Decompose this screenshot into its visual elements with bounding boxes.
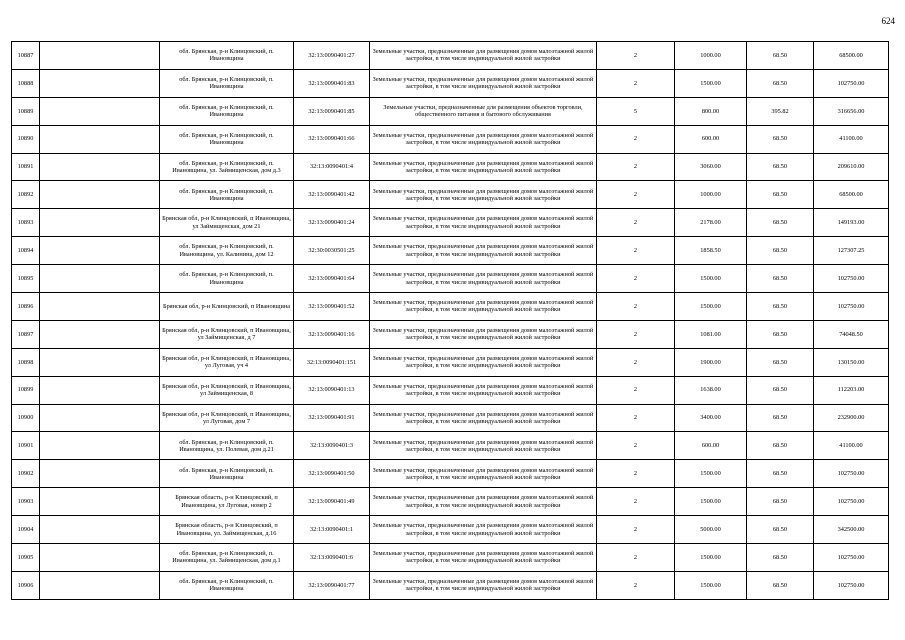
cadastral-number-cell: 32:30:0030501:25 [294, 237, 370, 265]
address-cell: Брянская обл, р-н Клинцовский, п Ивановщина, ул Луговая, уч 4 [160, 348, 294, 376]
area-cell: 1500.00 [675, 460, 747, 488]
blank-cell [40, 97, 160, 125]
land-use-cell: Земельные участки, предназначенные для размещения объектов торговли, общественного питания и бытового обслуживания [370, 97, 597, 125]
row-number-cell: 10894 [12, 237, 40, 265]
blank-cell [40, 348, 160, 376]
specific-value-cell: 68.50 [747, 432, 814, 460]
address-cell: Брянская обл, р-н Клинцовский, п Ивановщина, ул Займищенская, д 7 [160, 320, 294, 348]
land-use-cell: Земельные участки, предназначенные для размещения домов малоэтажной жилой застройки, в том числе индивидуальной жилой застройки [370, 544, 597, 572]
blank-cell [40, 488, 160, 516]
blank-cell [40, 153, 160, 181]
cadastral-number-cell: 32:13:0090401:77 [294, 571, 370, 599]
cadastral-number-cell: 32:13:0090401:151 [294, 348, 370, 376]
group-cell: 2 [597, 265, 675, 293]
address-cell: Брянская обл, р-н Клинцовский, п Ивановщина [160, 293, 294, 321]
row-number-cell: 10895 [12, 265, 40, 293]
specific-value-cell: 68.50 [747, 209, 814, 237]
address-cell: обл. Брянская, р-н Клинцовский, п. Ивановщина [160, 460, 294, 488]
cadastral-value-cell: 102750.00 [814, 265, 889, 293]
area-cell: 1500.00 [675, 571, 747, 599]
cadastral-value-cell: 130150.00 [814, 348, 889, 376]
specific-value-cell: 68.50 [747, 544, 814, 572]
land-use-cell: Земельные участки, предназначенные для размещения домов малоэтажной жилой застройки, в том числе индивидуальной жилой застройки [370, 209, 597, 237]
cadastral-number-cell: 32:13:0090401:64 [294, 265, 370, 293]
specific-value-cell: 68.50 [747, 404, 814, 432]
table-row [12, 488, 889, 516]
address-cell: обл. Брянская, р-н Клинцовский, п. Ивановщина [160, 42, 294, 70]
table-row [12, 97, 889, 125]
cadastral-number-cell: 32:13:0090401:91 [294, 404, 370, 432]
land-use-cell: Земельные участки, предназначенные для размещения домов малоэтажной жилой застройки, в том числе индивидуальной жилой застройки [370, 237, 597, 265]
page-number: 624 [881, 16, 895, 26]
table-row [12, 460, 889, 488]
area-cell: 1500.00 [675, 488, 747, 516]
land-use-cell: Земельные участки, предназначенные для размещения домов малоэтажной жилой застройки, в том числе индивидуальной жилой застройки [370, 571, 597, 599]
specific-value-cell: 68.50 [747, 571, 814, 599]
cadastral-number-cell: 32:13:0090401:13 [294, 376, 370, 404]
address-cell: обл. Брянская, р-н Клинцовский, п. Ивановщина [160, 571, 294, 599]
row-number-cell: 10890 [12, 125, 40, 153]
group-cell: 2 [597, 516, 675, 544]
cadastral-number-cell: 32:13:0090401:52 [294, 293, 370, 321]
blank-cell [40, 432, 160, 460]
address-cell: Брянская обл, р-н Клинцовский, п Ивановщина, ул Займищенская, дом 21 [160, 209, 294, 237]
cadastral-value-cell: 68500.00 [814, 181, 889, 209]
cadastral-number-cell: 32:13:0090401:27 [294, 42, 370, 70]
table-row [12, 320, 889, 348]
group-cell: 2 [597, 181, 675, 209]
address-cell: обл. Брянская, р-н Клинцовский, п. Ивановщина, ул. Калинина, дом 12 [160, 237, 294, 265]
area-cell: 1500.00 [675, 265, 747, 293]
row-number-cell: 10889 [12, 97, 40, 125]
row-number-cell: 10901 [12, 432, 40, 460]
address-cell: Брянская область, р-н Клинцовский, п Ивановщина, ул Луговая, номер 2 [160, 488, 294, 516]
cadastral-number-cell: 32:13:0090401:50 [294, 460, 370, 488]
group-cell: 2 [597, 153, 675, 181]
specific-value-cell: 68.50 [747, 153, 814, 181]
blank-cell [40, 209, 160, 237]
cadastral-value-cell: 41100.00 [814, 432, 889, 460]
table-row [12, 432, 889, 460]
area-cell: 1638.00 [675, 376, 747, 404]
cadastral-number-cell: 32:13:0090401:4 [294, 153, 370, 181]
area-cell: 1500.00 [675, 293, 747, 321]
area-cell: 1500.00 [675, 69, 747, 97]
blank-cell [40, 544, 160, 572]
table-body [12, 42, 889, 600]
cadastral-value-cell: 316656.00 [814, 97, 889, 125]
specific-value-cell: 68.50 [747, 237, 814, 265]
land-use-cell: Земельные участки, предназначенные для размещения домов малоэтажной жилой застройки, в том числе индивидуальной жилой застройки [370, 516, 597, 544]
row-number-cell: 10906 [12, 571, 40, 599]
group-cell: 2 [597, 320, 675, 348]
cadastral-value-cell: 102750.00 [814, 488, 889, 516]
table-row [12, 571, 889, 599]
cadastral-number-cell: 32:13:0090401:85 [294, 97, 370, 125]
address-cell: Брянская обл, р-н Клинцовский, п Ивановщина, ул Займищенская, 8 [160, 376, 294, 404]
specific-value-cell: 68.50 [747, 320, 814, 348]
area-cell: 1081.00 [675, 320, 747, 348]
specific-value-cell: 68.50 [747, 125, 814, 153]
table-row [12, 404, 889, 432]
group-cell: 2 [597, 237, 675, 265]
area-cell: 1900.00 [675, 348, 747, 376]
blank-cell [40, 265, 160, 293]
table-row [12, 181, 889, 209]
land-use-cell: Земельные участки, предназначенные для размещения домов малоэтажной жилой застройки, в том числе индивидуальной жилой застройки [370, 153, 597, 181]
address-cell: Брянская область, р-н Клинцовский, п Ивановщина, ул. Займищенская, д.16 [160, 516, 294, 544]
address-cell: обл. Брянская, р-н Клинцовский, п. Ивановщина, ул. Займищенская, дом д.1 [160, 544, 294, 572]
specific-value-cell: 68.50 [747, 460, 814, 488]
address-cell: обл. Брянская, р-н Клинцовский, п. Ивановщина [160, 265, 294, 293]
table-row [12, 69, 889, 97]
table-row [12, 265, 889, 293]
land-use-cell: Земельные участки, предназначенные для размещения домов малоэтажной жилой застройки, в том числе индивидуальной жилой застройки [370, 181, 597, 209]
group-cell: 2 [597, 376, 675, 404]
cadastral-number-cell: 32:13:0090401:83 [294, 69, 370, 97]
table-row [12, 237, 889, 265]
cadastral-number-cell: 32:13:0090401:49 [294, 488, 370, 516]
land-use-cell: Земельные участки, предназначенные для размещения домов малоэтажной жилой застройки, в том числе индивидуальной жилой застройки [370, 293, 597, 321]
blank-cell [40, 571, 160, 599]
row-number-cell: 10905 [12, 544, 40, 572]
area-cell: 1000.00 [675, 42, 747, 70]
cadastral-number-cell: 32:13:0090401:3 [294, 432, 370, 460]
cadastral-number-cell: 32:13:0090401:66 [294, 125, 370, 153]
group-cell: 2 [597, 69, 675, 97]
area-cell: 1858.50 [675, 237, 747, 265]
blank-cell [40, 376, 160, 404]
specific-value-cell: 68.50 [747, 516, 814, 544]
row-number-cell: 10902 [12, 460, 40, 488]
land-use-cell: Земельные участки, предназначенные для размещения домов малоэтажной жилой застройки, в том числе индивидуальной жилой застройки [370, 488, 597, 516]
cadastral-value-cell: 112203.00 [814, 376, 889, 404]
land-plot-table [11, 41, 889, 600]
cadastral-value-cell: 102750.00 [814, 69, 889, 97]
cadastral-value-cell: 102750.00 [814, 293, 889, 321]
blank-cell [40, 42, 160, 70]
blank-cell [40, 516, 160, 544]
cadastral-value-cell: 102750.00 [814, 571, 889, 599]
land-use-cell: Земельные участки, предназначенные для размещения домов малоэтажной жилой застройки, в том числе индивидуальной жилой застройки [370, 265, 597, 293]
area-cell: 600.00 [675, 125, 747, 153]
specific-value-cell: 68.50 [747, 69, 814, 97]
cadastral-number-cell: 32:13:0090401:42 [294, 181, 370, 209]
group-cell: 2 [597, 571, 675, 599]
area-cell: 5000.00 [675, 516, 747, 544]
row-number-cell: 10904 [12, 516, 40, 544]
cadastral-value-cell: 74048.50 [814, 320, 889, 348]
group-cell: 2 [597, 348, 675, 376]
table-row [12, 153, 889, 181]
group-cell: 2 [597, 432, 675, 460]
group-cell: 2 [597, 293, 675, 321]
specific-value-cell: 68.50 [747, 293, 814, 321]
cadastral-value-cell: 102750.00 [814, 544, 889, 572]
address-cell: Брянская обл, р-н Клинцовский, п Ивановщина, ул Луговая, дом 7 [160, 404, 294, 432]
area-cell: 2178.00 [675, 209, 747, 237]
specific-value-cell: 68.50 [747, 42, 814, 70]
specific-value-cell: 68.50 [747, 376, 814, 404]
blank-cell [40, 181, 160, 209]
table-row [12, 209, 889, 237]
group-cell: 2 [597, 460, 675, 488]
address-cell: обл. Брянская, р-н Клинцовский, п. Ивановщина [160, 181, 294, 209]
cadastral-value-cell: 127307.25 [814, 237, 889, 265]
row-number-cell: 10899 [12, 376, 40, 404]
land-use-cell: Земельные участки, предназначенные для размещения домов малоэтажной жилой застройки, в том числе индивидуальной жилой застройки [370, 320, 597, 348]
table-row [12, 376, 889, 404]
table-row [12, 125, 889, 153]
cadastral-value-cell: 102750.00 [814, 460, 889, 488]
table-row [12, 348, 889, 376]
specific-value-cell: 68.50 [747, 488, 814, 516]
cadastral-value-cell: 232900.00 [814, 404, 889, 432]
group-cell: 2 [597, 404, 675, 432]
area-cell: 3400.00 [675, 404, 747, 432]
group-cell: 2 [597, 488, 675, 516]
specific-value-cell: 68.50 [747, 265, 814, 293]
row-number-cell: 10900 [12, 404, 40, 432]
land-use-cell: Земельные участки, предназначенные для размещения домов малоэтажной жилой застройки, в том числе индивидуальной жилой застройки [370, 460, 597, 488]
table-row [12, 544, 889, 572]
address-cell: обл. Брянская, р-н Клинцовский, п. Ивановщина, ул. Займищенская, дом д.3 [160, 153, 294, 181]
land-use-cell: Земельные участки, предназначенные для размещения домов малоэтажной жилой застройки, в том числе индивидуальной жилой застройки [370, 42, 597, 70]
row-number-cell: 10896 [12, 293, 40, 321]
group-cell: 2 [597, 42, 675, 70]
specific-value-cell: 68.50 [747, 348, 814, 376]
land-use-cell: Земельные участки, предназначенные для размещения домов малоэтажной жилой застройки, в том числе индивидуальной жилой застройки [370, 125, 597, 153]
cadastral-value-cell: 342500.00 [814, 516, 889, 544]
area-cell: 3060.00 [675, 153, 747, 181]
row-number-cell: 10897 [12, 320, 40, 348]
area-cell: 600.00 [675, 432, 747, 460]
blank-cell [40, 320, 160, 348]
group-cell: 5 [597, 97, 675, 125]
blank-cell [40, 460, 160, 488]
blank-cell [40, 404, 160, 432]
table-row [12, 42, 889, 70]
address-cell: обл. Брянская, р-н Клинцовский, п. Ивановщина, ул. Полевая, дом д.21 [160, 432, 294, 460]
address-cell: обл. Брянская, р-н Клинцовский, п. Ивановщина [160, 69, 294, 97]
cadastral-number-cell: 32:13:0090401:6 [294, 544, 370, 572]
land-use-cell: Земельные участки, предназначенные для размещения домов малоэтажной жилой застройки, в том числе индивидуальной жилой застройки [370, 69, 597, 97]
group-cell: 2 [597, 209, 675, 237]
cadastral-value-cell: 68500.00 [814, 42, 889, 70]
cadastral-value-cell: 41100.00 [814, 125, 889, 153]
row-number-cell: 10903 [12, 488, 40, 516]
group-cell: 2 [597, 544, 675, 572]
cadastral-number-cell: 32:13:0090401:1 [294, 516, 370, 544]
specific-value-cell: 395.82 [747, 97, 814, 125]
table-row [12, 293, 889, 321]
land-use-cell: Земельные участки, предназначенные для размещения домов малоэтажной жилой застройки, в том числе индивидуальной жилой застройки [370, 348, 597, 376]
row-number-cell: 10888 [12, 69, 40, 97]
row-number-cell: 10893 [12, 209, 40, 237]
area-cell: 1500.00 [675, 544, 747, 572]
blank-cell [40, 293, 160, 321]
row-number-cell: 10891 [12, 153, 40, 181]
address-cell: обл. Брянская, р-н Клинцовский, п. Ивановщина [160, 97, 294, 125]
land-use-cell: Земельные участки, предназначенные для размещения домов малоэтажной жилой застройки, в том числе индивидуальной жилой застройки [370, 376, 597, 404]
row-number-cell: 10887 [12, 42, 40, 70]
specific-value-cell: 68.50 [747, 181, 814, 209]
blank-cell [40, 237, 160, 265]
row-number-cell: 10892 [12, 181, 40, 209]
land-use-cell: Земельные участки, предназначенные для размещения домов малоэтажной жилой застройки, в том числе индивидуальной жилой застройки [370, 404, 597, 432]
cadastral-value-cell: 209610.00 [814, 153, 889, 181]
group-cell: 2 [597, 125, 675, 153]
row-number-cell: 10898 [12, 348, 40, 376]
address-cell: обл. Брянская, р-н Клинцовский, п. Ивановщина [160, 125, 294, 153]
blank-cell [40, 69, 160, 97]
cadastral-number-cell: 32:13:0090401:24 [294, 209, 370, 237]
blank-cell [40, 125, 160, 153]
cadastral-number-cell: 32:13:0090401:16 [294, 320, 370, 348]
land-use-cell: Земельные участки, предназначенные для размещения домов малоэтажной жилой застройки, в том числе индивидуальной жилой застройки [370, 432, 597, 460]
cadastral-value-cell: 149193.00 [814, 209, 889, 237]
table-row [12, 516, 889, 544]
area-cell: 1000.00 [675, 181, 747, 209]
area-cell: 800.00 [675, 97, 747, 125]
